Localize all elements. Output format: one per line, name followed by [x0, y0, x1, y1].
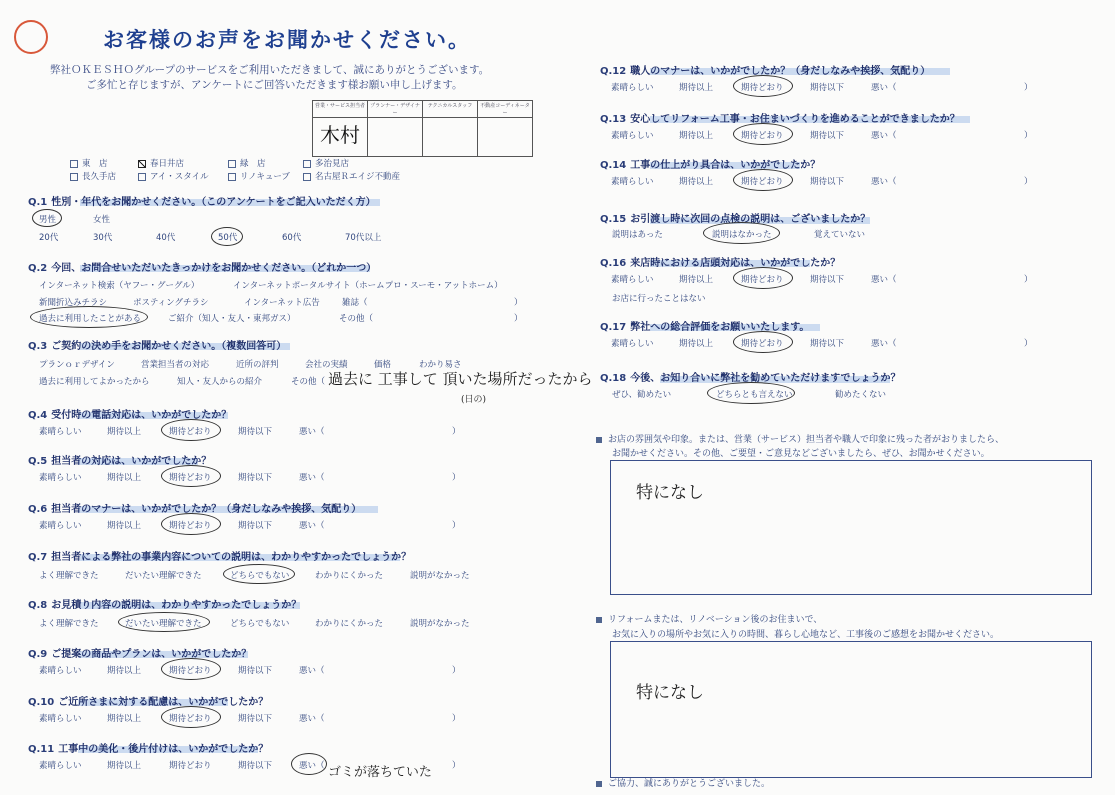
q6-excellent[interactable]: 素晴らしい [39, 521, 82, 531]
q14-as-expected[interactable]: 期待どおり [741, 177, 784, 187]
q2-referral[interactable]: ご紹介（知人・友人・東邦ガス） [168, 314, 296, 324]
q13-bad[interactable]: 悪い（ [871, 131, 897, 141]
question-17: Q.17 弊社への総合評価をお願いいたします。 [600, 322, 810, 333]
q1-age-50[interactable]: 50代 [218, 233, 238, 243]
question-7: Q.7 担当者による弊社の事業内容についての説明は、わかりやすかったでしょうか？ [28, 552, 412, 563]
store-istyle[interactable]: アイ・スタイル [138, 170, 209, 182]
stamp [14, 20, 48, 54]
store-tajimi[interactable]: 多治見店 [303, 157, 349, 169]
q5-bad[interactable]: 悪い（ [299, 473, 325, 483]
q13-answer-circle [733, 123, 793, 145]
q6-as-expected[interactable]: 期待どおり [169, 521, 212, 531]
q4-as-expected[interactable]: 期待どおり [169, 427, 212, 437]
footer-thanks: ご協力、誠にありがとうございました。 [596, 776, 770, 789]
staff-header-realestate: 不動産コーディネーター [478, 101, 533, 118]
q4-bad-close: ） [452, 427, 461, 437]
q13-as-expected[interactable]: 期待どおり [741, 131, 784, 141]
question-6: Q.6 担当者のマナーは、いかがでしたか？（身だしなみや挨拶、気配り） [28, 504, 362, 515]
question-10: Q.10 ご近所さまに対する配慮は、いかがでしたか？ [28, 697, 269, 708]
q1-age-50-circle [211, 227, 243, 246]
q2-posting[interactable]: ポスティングチラシ [133, 298, 209, 308]
q9-above-expectation[interactable]: 期待以上 [107, 666, 142, 676]
q17-bad-close: ） [1024, 339, 1033, 349]
comment2-answer: 特になし [636, 683, 704, 703]
q11-above-expectation[interactable]: 期待以上 [107, 761, 142, 771]
q17-bad[interactable]: 悪い（ [871, 339, 897, 349]
staff-header-planner: プランナー・デザイナー [368, 101, 423, 118]
store-kasugai[interactable]: 春日井店 [138, 157, 184, 169]
q1-male[interactable]: 男性 [39, 215, 57, 225]
q2-other[interactable]: その他（ [339, 314, 374, 324]
q2-internet-ad[interactable]: インターネット広告 [244, 298, 320, 308]
q4-above-expectation[interactable]: 期待以上 [107, 427, 142, 437]
q6-bad-close: ） [452, 521, 461, 531]
q16-above-expectation[interactable]: 期待以上 [679, 275, 714, 285]
comment1-prompt: お店の雰囲気や印象。または、営業（サービス）担当者や職人で印象に残った者がおりましたら、 [596, 432, 1004, 445]
q16-bad[interactable]: 悪い（ [871, 275, 897, 285]
bullet-icon [596, 437, 602, 443]
q4-answer-circle [161, 419, 221, 441]
bullet-icon [596, 617, 602, 623]
q10-answer-circle [161, 706, 221, 728]
q10-below-expectation[interactable]: 期待以下 [238, 714, 273, 724]
q3-sales-response[interactable]: 営業担当者の対応 [141, 360, 210, 370]
q9-bad[interactable]: 悪い（ [299, 666, 325, 676]
q4-bad[interactable]: 悪い（ [299, 427, 325, 437]
q2-portal[interactable]: インターネットポータルサイト（ホームプロ・スーモ・アットホーム） [233, 281, 503, 291]
q17-above-expectation[interactable]: 期待以上 [679, 339, 714, 349]
q17-below-expectation[interactable]: 期待以下 [810, 339, 845, 349]
q6-below-expectation[interactable]: 期待以下 [238, 521, 273, 531]
store-midori[interactable]: 緑 店 [228, 157, 266, 169]
q10-bad-close: ） [452, 714, 461, 724]
q13-above-expectation[interactable]: 期待以上 [679, 131, 714, 141]
q14-answer-circle [733, 169, 793, 191]
q6-answer-circle [161, 513, 221, 535]
q1-age-30[interactable]: 30代 [93, 233, 113, 243]
q14-above-expectation[interactable]: 期待以上 [679, 177, 714, 187]
q16-answer-circle [733, 267, 793, 289]
question-4: Q.4 受付時の電話対応は、いかがでしたか？ [28, 410, 232, 421]
q2-magazine[interactable]: 雑誌（ [342, 298, 368, 308]
q12-bad-close: ） [1024, 83, 1033, 93]
q10-as-expected[interactable]: 期待どおり [169, 714, 212, 724]
q18-not-recommend[interactable]: 勧めたくない [835, 390, 887, 400]
q3-track-record[interactable]: 会社の実績 [305, 360, 348, 370]
q11-bad[interactable]: 悪い（ [299, 761, 325, 771]
q17-excellent[interactable]: 素晴らしい [611, 339, 654, 349]
q14-bad-close: ） [1024, 177, 1033, 187]
q8-mostly-understood[interactable]: だいたい理解できた [125, 619, 202, 629]
q5-answer-circle [161, 465, 221, 487]
comment2-box[interactable] [610, 641, 1092, 778]
q3-plan-design[interactable]: プランｏｒデザイン [39, 360, 115, 370]
q2-other-close: ） [514, 314, 523, 324]
q18-recommend[interactable]: ぜひ、勧めたい [612, 390, 672, 400]
q15-not-explained[interactable]: 説明はなかった [712, 230, 772, 240]
q11-answer-circle [291, 753, 327, 775]
q9-excellent[interactable]: 素晴らしい [39, 666, 82, 676]
q3-price[interactable]: 価格 [374, 360, 392, 370]
q2-internet-search[interactable]: インターネット検索（ヤフー・グーグル） [39, 281, 200, 291]
q14-below-expectation[interactable]: 期待以下 [810, 177, 845, 187]
q7-neutral-circle [223, 564, 295, 584]
question-13: Q.13 安心してリフォーム工事・お住まいづくりを進めることができましたか？ [600, 114, 960, 125]
question-16: Q.16 来店時における店頭対応は、いかがでしたか？ [600, 258, 841, 269]
question-18: Q.18 今後、お知り合いに弊社を勧めていただけますでしょうか？ [600, 373, 901, 384]
page-title: お客様のお声をお聞かせください。 [103, 28, 471, 52]
question-15: Q.15 お引渡し時に次回の点検の説明は、ございましたか？ [600, 214, 871, 225]
comment2-prompt-2: お気に入りの場所やお気に入りの時間、暮らし心地など、工事後のご感想をお聞かせください。 [612, 630, 1000, 640]
q13-excellent[interactable]: 素晴らしい [611, 131, 654, 141]
comment1-answer: 特になし [636, 483, 704, 503]
q18-neutral[interactable]: どちらとも言えない [716, 390, 793, 400]
q8-understood-well[interactable]: よく理解できた [39, 619, 99, 629]
q12-bad[interactable]: 悪い（ [871, 83, 897, 93]
q9-as-expected[interactable]: 期待どおり [169, 666, 212, 676]
question-9: Q.9 ご提案の商品やプランは、いかがでしたか？ [28, 649, 252, 660]
question-1: Q.1 性別・年代をお聞かせください。（このアンケートをご記入いただく方） [28, 197, 376, 208]
q16-bad-close: ） [1024, 275, 1033, 285]
q10-above-expectation[interactable]: 期待以上 [107, 714, 142, 724]
staff-name-sales: 木村 [313, 118, 368, 157]
q8-neutral[interactable]: どちらでもない [230, 619, 290, 629]
q2-magazine-close: ） [514, 298, 523, 308]
q8-no-explanation[interactable]: 説明がなかった [410, 619, 470, 629]
q1-female[interactable]: 女性 [93, 215, 111, 225]
q16-as-expected[interactable]: 期待どおり [741, 275, 784, 285]
q3-other[interactable]: その他（ [291, 377, 326, 387]
staff-cell-realestate [478, 118, 533, 157]
q10-excellent[interactable]: 素晴らしい [39, 714, 82, 724]
q3-handwritten-answer: 過去に 工事して 頂いた場所だったから [328, 370, 593, 388]
q17-answer-circle [733, 331, 793, 353]
q7-understood-well[interactable]: よく理解できた [39, 571, 99, 581]
q11-excellent[interactable]: 素晴らしい [39, 761, 82, 771]
question-2: Q.2 今回、お問合せいただいたきっかけをお聞かせください。（どれか一つ） [28, 263, 377, 274]
q13-bad-close: ） [1024, 131, 1033, 141]
q3-reputation[interactable]: 近所の評判 [236, 360, 279, 370]
q12-above-expectation[interactable]: 期待以上 [679, 83, 714, 93]
q1-age-70[interactable]: 70代以上 [345, 233, 382, 243]
q11-below-expectation[interactable]: 期待以下 [238, 761, 273, 771]
q8-mostly-circle [118, 612, 210, 632]
q5-above-expectation[interactable]: 期待以上 [107, 473, 142, 483]
q6-bad[interactable]: 悪い（ [299, 521, 325, 531]
q12-as-expected[interactable]: 期待どおり [741, 83, 784, 93]
question-3: Q.3 ご契約の決め手をお聞かせください。（複数回答可） [28, 341, 287, 352]
q18-neutral-circle [707, 382, 795, 404]
q15-not-explained-circle [703, 222, 780, 244]
q1-male-circle [32, 209, 62, 227]
q7-neutral[interactable]: どちらでもない [230, 571, 290, 581]
q7-mostly-understood[interactable]: だいたい理解できた [125, 571, 202, 581]
q9-below-expectation[interactable]: 期待以下 [238, 666, 273, 676]
bullet-icon [596, 781, 602, 787]
q1-age-60[interactable]: 60代 [282, 233, 302, 243]
q11-as-expected[interactable]: 期待どおり [169, 761, 212, 771]
q11-bad-close: ） [452, 761, 461, 771]
store-nagakute[interactable]: 長久手店 [70, 170, 116, 182]
q11-handwritten-comment: ゴミが落ちていた [328, 765, 432, 780]
q15-dont-remember[interactable]: 覚えていない [814, 230, 866, 240]
q2-past-use-circle [30, 306, 148, 328]
q5-as-expected[interactable]: 期待どおり [169, 473, 212, 483]
intro-line-1: 弊社ＯＫＥＳＨＯグループのサービスをご利用いただきまして、誠にありがとうございます。 [50, 64, 490, 76]
question-8: Q.8 お見積り内容の説明は、わかりやすかったでしょうか？ [28, 600, 302, 611]
q1-age-20[interactable]: 20代 [39, 233, 59, 243]
q5-below-expectation[interactable]: 期待以下 [238, 473, 273, 483]
q3-clarity[interactable]: わかり易さ [419, 360, 462, 370]
q9-bad-close: ） [452, 666, 461, 676]
question-14: Q.14 工事の仕上がり具合は、いかがでしたか？ [600, 160, 821, 171]
store-east[interactable]: 東 店 [70, 157, 108, 169]
q5-bad-close: ） [452, 473, 461, 483]
q3-past-good[interactable]: 過去に利用してよかったから [39, 377, 150, 387]
q3-handwritten-note: (日の) [461, 395, 487, 405]
comment1-prompt-2: お聞かせください。その他、ご要望・ご意見などございましたら、ぜひ、お聞かせください。 [612, 449, 990, 459]
q14-bad[interactable]: 悪い（ [871, 177, 897, 187]
staff-header-technical: テクニカルスタッフ [423, 101, 478, 118]
question-12: Q.12 職人のマナーは、いかがでしたか？（身だしなみや挨拶、気配り） [600, 66, 931, 77]
comment2-prompt: リフォームまたは、リノベーション後のお住まいで、 [596, 612, 822, 625]
q4-excellent[interactable]: 素晴らしい [39, 427, 82, 437]
q9-answer-circle [161, 658, 221, 680]
intro-line-2: ご多忙と存じますが、アンケートにご回答いただきます様お願い申し上げます。 [86, 79, 463, 91]
q16-never-visited[interactable]: お店に行ったことはない [612, 294, 706, 304]
q1-age-40[interactable]: 40代 [156, 233, 176, 243]
q10-bad[interactable]: 悪い（ [299, 714, 325, 724]
question-5: Q.5 担当者の対応は、いかがでしたか？ [28, 456, 212, 467]
store-nagoya-rage[interactable]: 名古屋Ｒエイジ不動産 [303, 170, 400, 182]
q16-below-expectation[interactable]: 期待以下 [810, 275, 845, 285]
q3-acquaintance[interactable]: 知人・友人からの紹介 [177, 377, 263, 387]
q7-unclear[interactable]: わかりにくかった [315, 571, 384, 581]
q16-excellent[interactable]: 素晴らしい [611, 275, 654, 285]
q8-unclear[interactable]: わかりにくかった [315, 619, 384, 629]
staff-table [312, 100, 533, 157]
q2-past-use[interactable]: 過去に利用したことがある [39, 314, 142, 324]
staff-header-sales: 営業・サービス担当者 [313, 101, 368, 118]
q13-below-expectation[interactable]: 期待以下 [810, 131, 845, 141]
q5-excellent[interactable]: 素晴らしい [39, 473, 82, 483]
q12-below-expectation[interactable]: 期待以下 [810, 83, 845, 93]
q15-explained[interactable]: 説明はあった [612, 230, 663, 240]
q6-above-expectation[interactable]: 期待以上 [107, 521, 142, 531]
store-renocube[interactable]: リノキューブ [228, 170, 290, 182]
staff-cell-technical [423, 118, 478, 157]
q7-no-explanation[interactable]: 説明がなかった [410, 571, 470, 581]
staff-cell-planner [368, 118, 423, 157]
question-11: Q.11 工事中の美化・後片付けは、いかがでしたか？ [28, 744, 269, 755]
q12-excellent[interactable]: 素晴らしい [611, 83, 654, 93]
q2-newspaper[interactable]: 新聞折込みチラシ [39, 298, 108, 308]
q14-excellent[interactable]: 素晴らしい [611, 177, 654, 187]
q12-answer-circle [733, 75, 793, 97]
q17-as-expected[interactable]: 期待どおり [741, 339, 784, 349]
q4-below-expectation[interactable]: 期待以下 [238, 427, 273, 437]
